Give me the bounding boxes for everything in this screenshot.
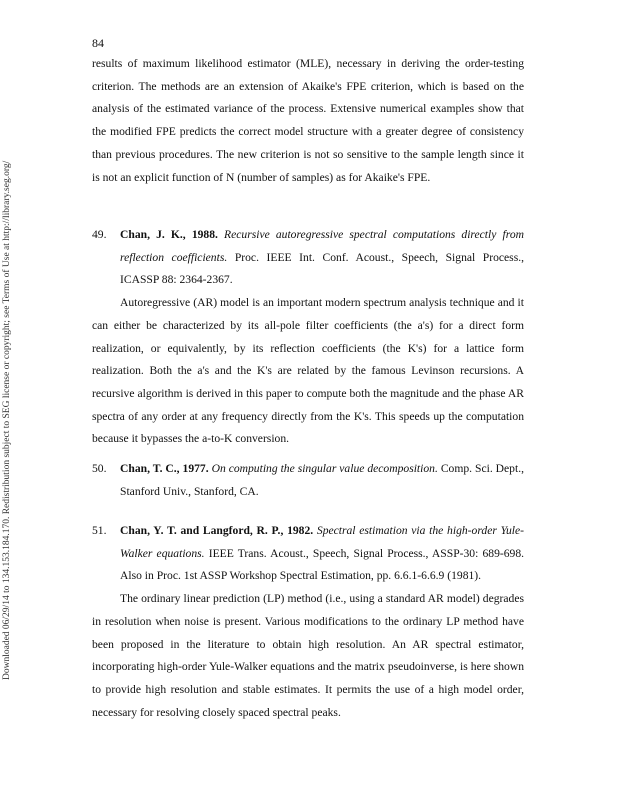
entry-number: 51.	[92, 524, 107, 537]
entry-title: Spectral estimation via the high-order Yule-Walker equations.	[120, 524, 524, 560]
bibliography-entry-50	[92, 458, 524, 503]
intro-paragraph: results of maximum likelihood estimator (MLE), necessary in deriving the order-testing criterion. The methods are an extension of Akaike's FPE criterion, which is based on the analysis of the estimated variance of the process. Extensive numerical examples show that the modified FPE predicts the correct model structure with a greater degree of consistency than previous procedures. The new criterion is not so sensitive to the sample length since it is not an explicit function of N (number of samples) as for Akaike's FPE.	[92, 57, 524, 184]
entry-number: 49.	[92, 228, 107, 241]
citation	[92, 224, 524, 292]
bibliography-entry-51	[92, 520, 524, 724]
entry-title: Recursive autoregressive spectral computations directly from reflection coefficients.	[120, 228, 524, 264]
citation	[92, 458, 524, 503]
citation	[92, 520, 524, 588]
entry-title: On computing the singular value decomposition.	[211, 462, 438, 475]
entry-authors: Chan, T. C., 1977.	[120, 462, 209, 475]
entry-abstract: Autoregressive (AR) model is an important modern spectrum analysis technique and it can either be characterized by its all-pole filter coefficients (the a's) for a direct form realization, or equivalently, by its reflection coefficients (the K's) for a lattice form realization. Both the a's and the K's are related by the famous Levinson recursions. A recursive algorithm is derived in this paper to compute both the magnitude and the phase AR spectra of any order at any frequency directly from the K's. This speeds up the computation because it bypasses the a-to-K conversion.	[92, 296, 524, 446]
entry-source: Comp. Sci. Dept., Stanford Univ., Stanford, CA.	[120, 462, 524, 498]
page-number: 84	[92, 36, 104, 50]
entry-authors: Chan, J. K., 1988.	[120, 228, 218, 241]
entry-source: Proc. IEEE Int. Conf. Acoust., Speech, Signal Process., ICASSP 88: 2364-2367.	[120, 250, 525, 287]
entry-number: 50.	[92, 462, 107, 475]
entry-source: IEEE Trans. Acoust., Speech, Signal Process., ASSP-30: 689-698. Also in Proc. 1st ASSP Workshop Spectral Estimation, pp. 6.6.1-6.6.9 (1981).	[120, 546, 525, 583]
entry-authors: Chan, Y. T. and Langford, R. P., 1982.	[120, 524, 314, 537]
entry-abstract: The ordinary linear prediction (LP) method (i.e., using a standard AR model) degrades in resolution when noise is present. Various modifications to the ordinary LP method have been proposed in the literature to obtain high resolution. An AR spectral estimator, incorporating high-order Yule-Walker equations and the matrix pseudoinverse, is here shown to provide high resolution and stable estimates. It permits the use of a high model order, necessary for resolving closely spaced spectral peaks.	[92, 592, 524, 719]
bibliography-entry-49	[92, 224, 524, 451]
download-watermark: Downloaded 06/29/14 to 134.153.184.170. Redistribution subject to SEG license or copyright; see Terms of Use at http://library.seg.org/	[2, 160, 12, 680]
